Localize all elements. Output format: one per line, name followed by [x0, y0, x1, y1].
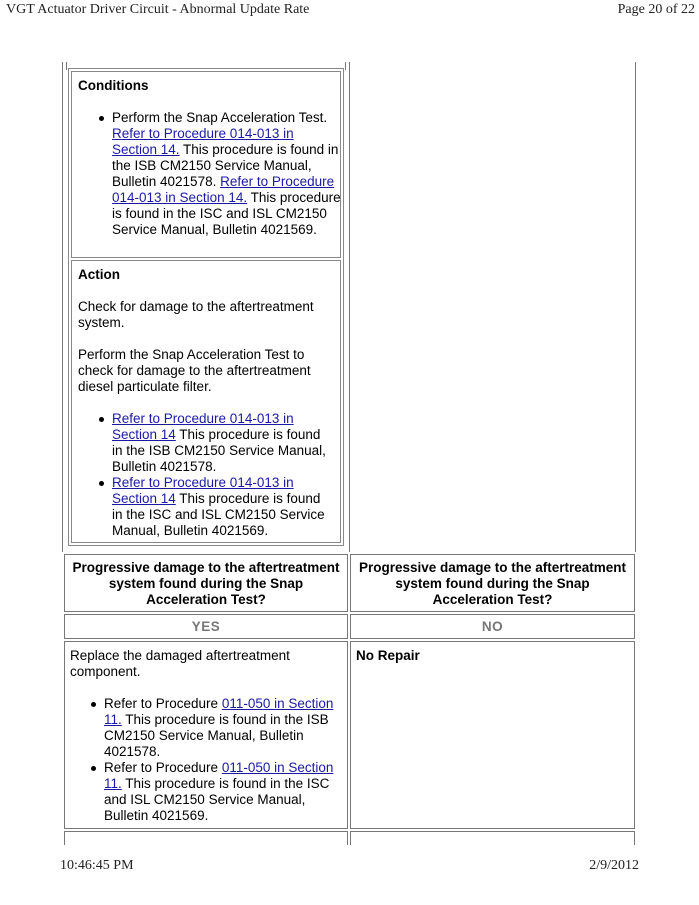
- document-title: VGT Actuator Driver Circuit - Abnormal Update Rate: [6, 2, 310, 17]
- repair-intro: Replace the damaged aftertreatment component.: [70, 648, 290, 679]
- question-text: Progressive damage to the aftertreatment system found during the Snap Acceleration Test?: [72, 560, 340, 607]
- repair-item: Refer to Procedure 011-050 in Section 11. This procedure is found in the ISC and ISL CM2150 Service Manual, Bulletin 4021569.: [104, 760, 342, 824]
- repair-item: Refer to Procedure 011-050 in Section 11. This procedure is found in the ISB CM2150 Service Manual, Bulletin 4021578.: [104, 696, 342, 760]
- next-row-stub-right: [350, 831, 635, 845]
- next-row-stub-left: [64, 831, 348, 845]
- no-cell: [350, 614, 635, 639]
- page-number: Page 20 of 22: [617, 2, 695, 17]
- action-item: Refer to Procedure 014-013 in Section 14 This procedure is found in the ISB CM2150 Service Manual, Bulletin 4021578.: [112, 411, 334, 475]
- action-paragraph: Perform the Snap Acceleration Test to check for damage to the aftertreatment diesel particulate filter.: [78, 347, 311, 394]
- conditions-item: Perform the Snap Acceleration Test. Refer to Procedure 014-013 in Section 14. This procedure is found in the ISB CM2150 Service Manual, Bulletin 4021578. Refer to Procedure 014-013 in Section 14. This procedure is found in the ISC and ISL CM2150 Service Manual, Bulletin 4021569.: [112, 110, 341, 237]
- print-date: 2/9/2012: [589, 858, 639, 873]
- procedure-link[interactable]: Refer to Procedure 014-013 in Section 14: [112, 475, 294, 506]
- yes-label: YES: [191, 619, 221, 634]
- table-border-right: [635, 62, 636, 552]
- no-label: NO: [481, 619, 504, 634]
- table-border-left-inner: [66, 62, 67, 70]
- action-paragraph: Check for damage to the aftertreatment system.: [78, 299, 314, 330]
- repair-cell-left: [64, 641, 348, 829]
- yes-cell: [64, 614, 348, 639]
- procedure-link[interactable]: Refer to Procedure 014-013 in Section 14: [112, 411, 294, 442]
- question-cell-left: [64, 554, 348, 612]
- procedure-link[interactable]: Refer to Procedure 014-013 in Section 14.: [112, 174, 335, 205]
- action-title: Action: [78, 267, 120, 282]
- print-time: 10:46:45 PM: [60, 858, 134, 873]
- procedure-link[interactable]: Refer to Procedure 014-013 in Section 14.: [112, 126, 294, 157]
- question-text: Progressive damage to the aftertreatment system found during the Snap Acceleration Test?: [358, 560, 627, 607]
- table-border-left: [62, 62, 63, 552]
- procedure-link[interactable]: 011-050 in Section 11.: [104, 760, 334, 791]
- table-border-divider: [349, 62, 350, 552]
- question-cell-right: [350, 554, 635, 612]
- conditions-title: Conditions: [78, 78, 149, 93]
- repair-cell-right: [350, 641, 635, 829]
- conditions-box: [71, 71, 341, 258]
- table-border-mid-inner: [345, 62, 346, 70]
- procedure-link[interactable]: 011-050 in Section 11.: [104, 696, 334, 727]
- action-box: [71, 260, 341, 543]
- no-repair-label: No Repair: [356, 648, 420, 663]
- action-item: Refer to Procedure 014-013 in Section 14 This procedure is found in the ISC and ISL CM2150 Service Manual, Bulletin 4021569.: [112, 475, 334, 539]
